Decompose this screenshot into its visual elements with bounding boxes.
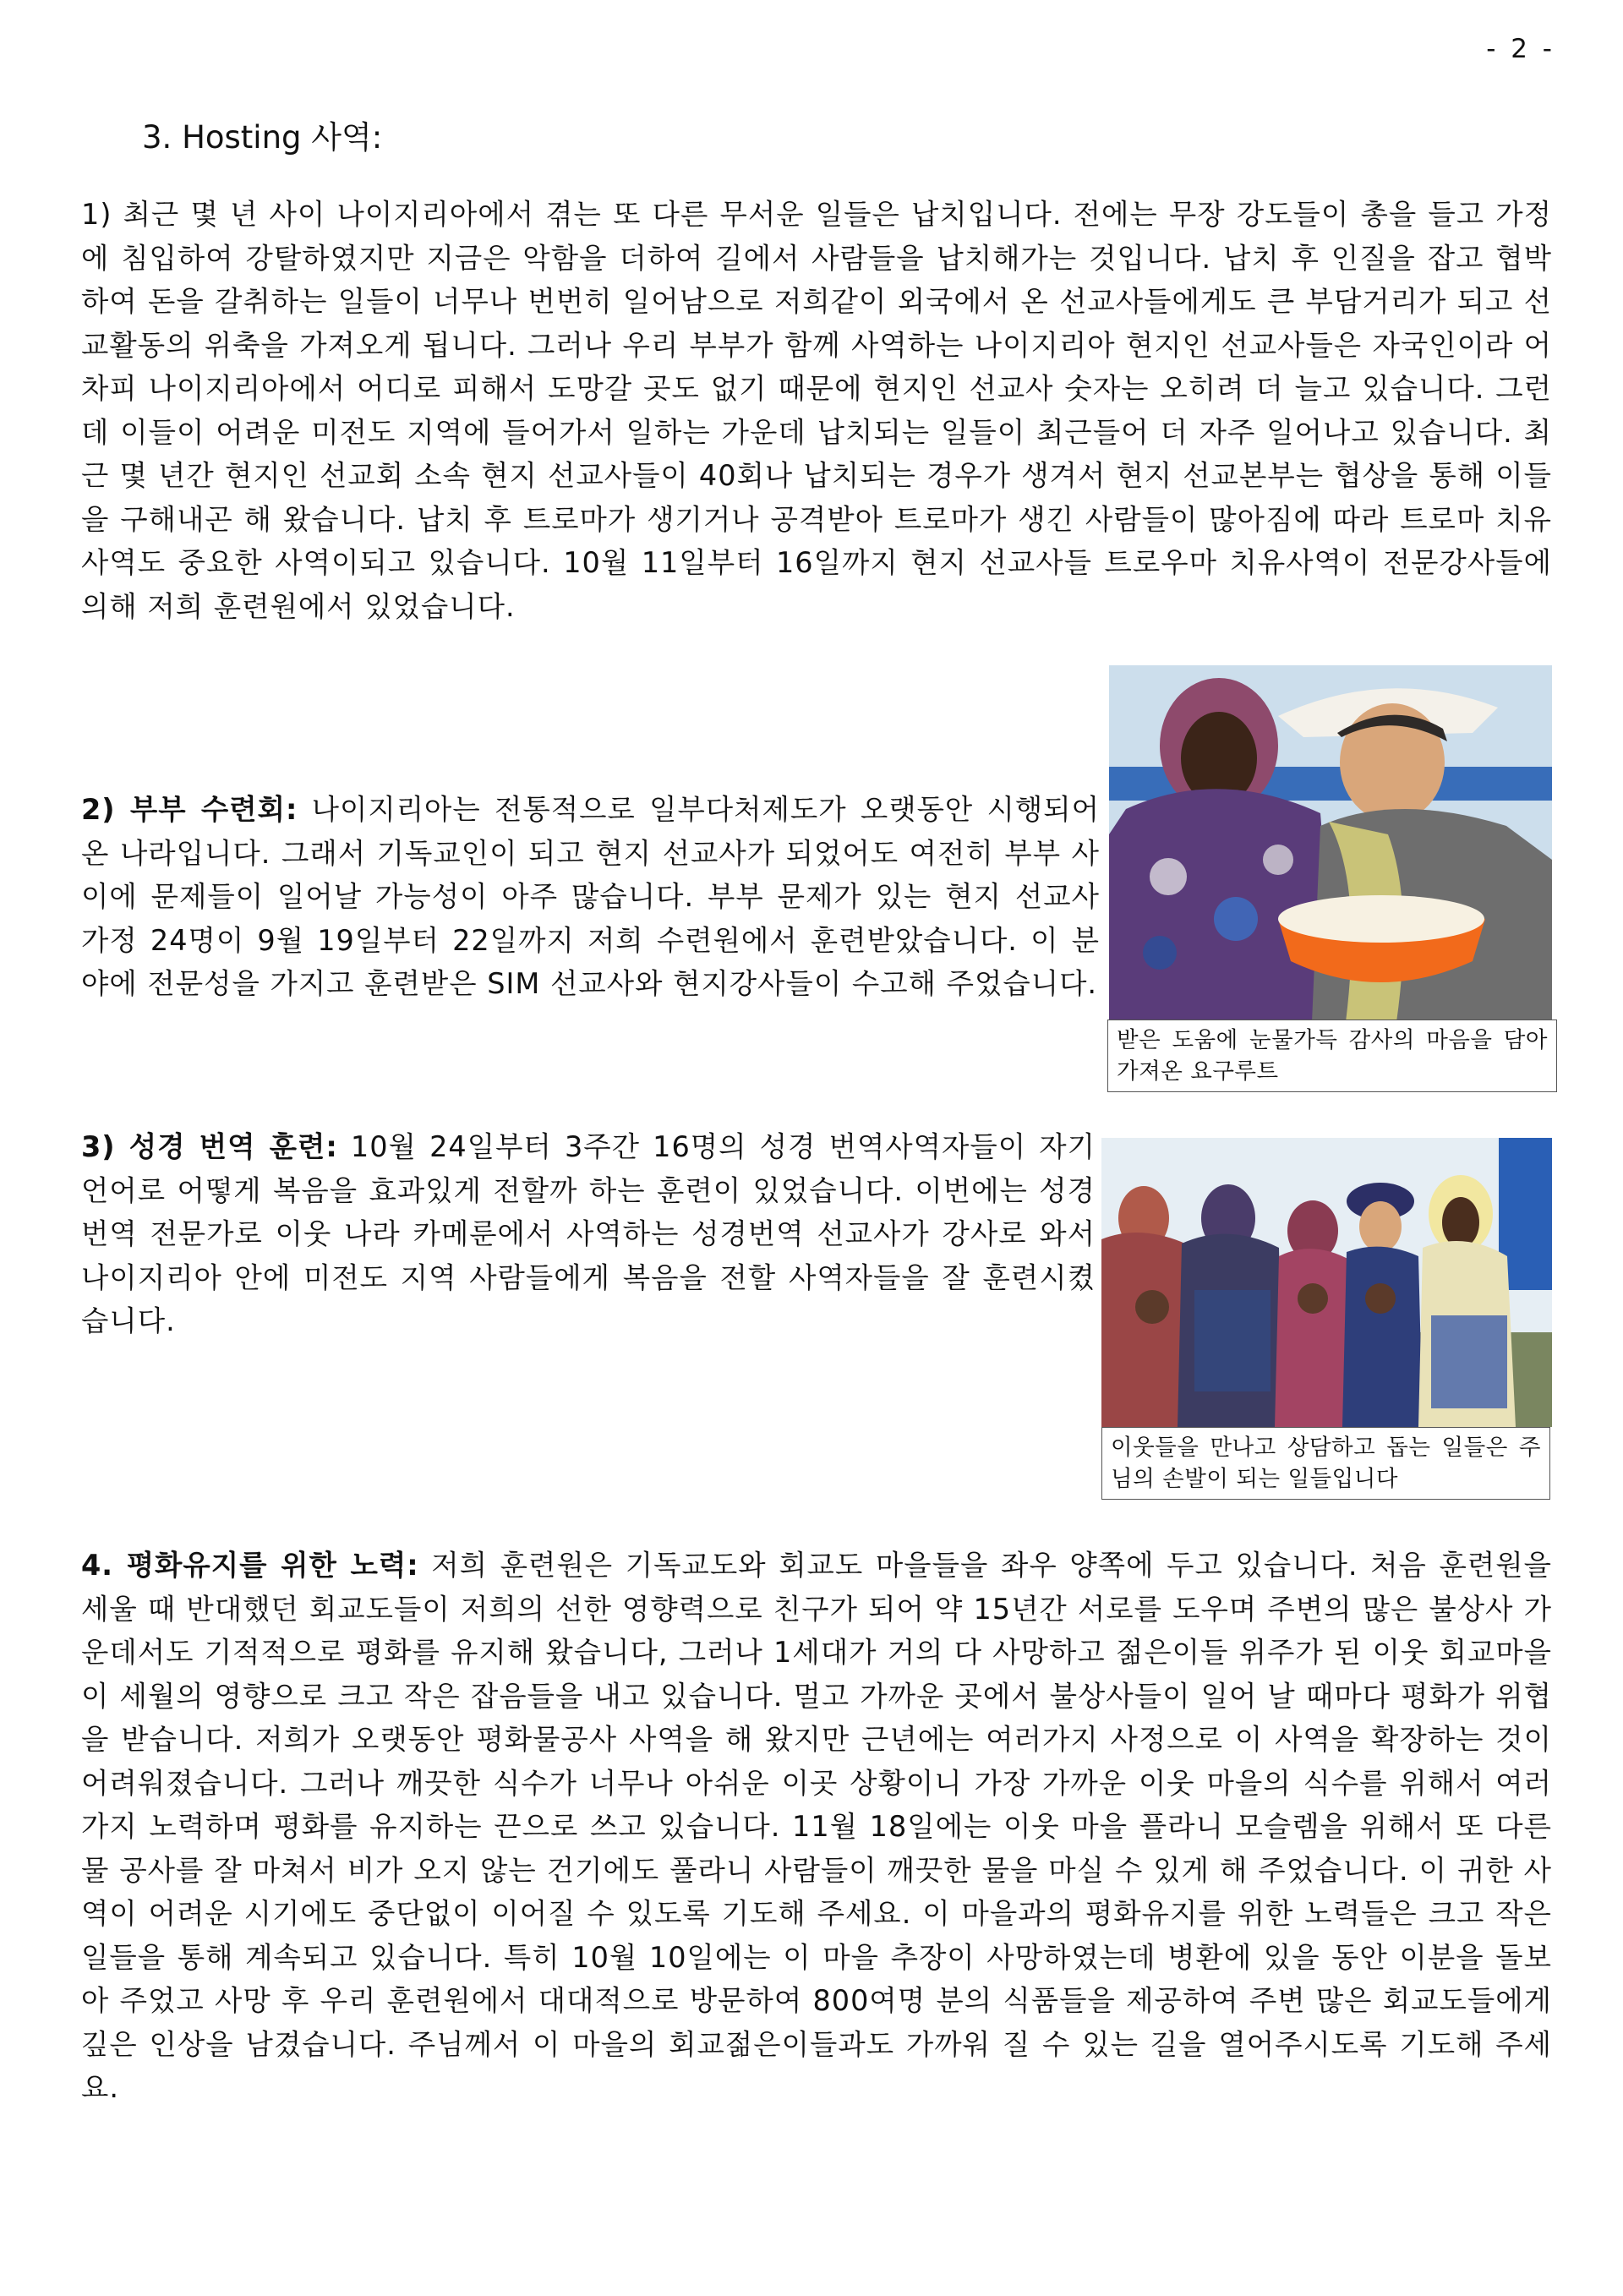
paragraph-peacekeeping [81,1544,1552,2110]
paragraph-kidnapping-text: 1) 최근 몇 년 사이 나이지리아에서 겪는 또 다른 무서운 일들은 납치입니다. 전에는 무장 강도들이 총을 들고 가정에 침입하여 강탈하였지만 지금은 악함을 더하여 길에서 사람들을 납치해가는 것입니다. 납치 후 인질을 잡고 협박하여 돈을 갈취하는 일들이 너무나 번번히 일어남으로 저희같이 외국에서 온 선교사들에게도 큰 부담거리가 되고 선교활동의 위축을 가져오게 됩니다. 그러나 우리 부부가 함께 사역하는 나이지리아 현지인 선교사들은 자국인이라 어차피 나이지리아에서 어디로 피해서 도망갈 곳도 없기 때문에 현지인 선교사 숫자는 오히려 더 늘고 있습니다. 그런데 이들이 어려운 미전도 지역에 들어가서 일하는 가운데 납치되는 일들이 최근들어 더 자주 일어나고 있습니다. 최근 몇 년간 현지인 선교회 소속 현지 선교사들이 40회나 납치되는 경우가 생겨서 현지 선교본부는 협상을 통해 이들을 구해내곤 해 왔습니다. 납치 후 트로마가 생기거나 공격받아 트로마가 생긴 사람들이 많아짐에 따라 트로마 치유사역도 중요한 사역이되고 있습니다. 10월 11일부터 16일까지 현지 선교사들 트로우마 치유사역이 전문강사들에 의해 저희 훈련원에서 있었습니다. [81,198,1553,623]
paragraph-couples-retreat-text: 나이지리아는 전통적으로 일부다처제도가 오랫동안 시행되어 온 나라입니다. 그래서 기독교인이 되고 현지 선교사가 되었어도 여전히 부부 사이에 문제들이 일어날 가능성이 아주 많습니다. 부부 문제가 있는 현지 선교사 가정 24명이 9월 19일부터 22일까지 저희 수련원에서 훈련받았습니다. 이 분야에 전문성을 가지고 훈련받은 SIM 선교사와 현지강사들이 수고해 주었습니다. [81,793,1100,1000]
paragraph-kidnapping [81,193,1552,628]
paragraph-couples-retreat-label: 2) 부부 수련회: [81,793,298,826]
paragraph-bible-translation-text: 10월 24일부터 3주간 16명의 성경 번역사역자들이 자기 언어로 어떻게 복음을 효과있게 전할까 하는 훈련이 있었습니다. 이번에는 성경 번역 전문가로 이웃 나라 카메룬에서 사역하는 성경번역 선교사가 강사로 와서 나이지리아 안에 미전도 지역 사람들에게 복음을 전할 사역자들을 잘 훈련시켰습니다. [81,1130,1096,1337]
section-heading: 3. Hosting 사역: [142,119,383,156]
paragraph-bible-translation [81,1125,1096,1343]
paragraph-couples-retreat [81,788,1100,1006]
photo-yogurt-gift [1109,665,1552,1022]
photo-neighbors-visit [1101,1138,1552,1427]
page-number: - 2 - [1486,34,1555,64]
paragraph-peacekeeping-label: 4. 평화유지를 위한 노력: [81,1549,419,1582]
paragraph-bible-translation-label: 3) 성경 번역 훈련: [81,1130,338,1163]
caption-photo2: 이웃들을 만나고 상담하고 돕는 일들은 주님의 손발이 되는 일들입니다 [1101,1427,1550,1500]
caption-photo1: 받은 도움에 눈물가득 감사의 마음을 담아 가져온 요구루트 [1107,1020,1557,1092]
paragraph-peacekeeping-text: 저희 훈련원은 기독교도와 회교도 마을들을 좌우 양쪽에 두고 있습니다. 처음 훈련원을 세울 때 반대했던 회교도들이 저희의 선한 영향력으로 친구가 되어 약 15년간 서로를 도우며 주변의 많은 불상사 가운데서도 기적적으로 평화를 유지해 왔습니다, 그러나 1세대가 거의 다 사망하고 젊은이들 위주가 된 이웃 회교마을이 세월의 영향으로 크고 작은 잡음들을 내고 있습니다. 멀고 가까운 곳에서 불상사들이 일어 날 때마다 평화가 위협을 받습니다. 저희가 오랫동안 평화물공사 사역을 해 왔지만 근년에는 여러가지 사정으로 이 사역을 확장하는 것이 어려워졌습니다. 그러나 깨끗한 식수가 너무나 아쉬운 이곳 상황이니 가장 가까운 이웃 마을의 식수를 위해서 여러가지 노력하며 평화를 유지하는 끈으로 쓰고 있습니다. 11월 18일에는 이웃 마을 플라니 모슬렘을 위해서 또 다른 물 공사를 잘 마쳐서 비가 오지 않는 건기에도 풀라니 사람들이 깨끗한 물을 마실 수 있게 해 주었습니다. 이 귀한 사역이 어려운 시기에도 중단없이 이어질 수 있도록 기도해 주세요. 이 마을과의 평화유지를 위한 노력들은 크고 작은 일들을 통해 계속되고 있습니다. 특히 10월 10일에는 이 마을 추장이 사망하였는데 병환에 있을 동안 이분을 돌보아 주었고 사망 후 우리 훈련원에서 대대적으로 방문하여 800여명 분의 식품들을 제공하여 주변 많은 회교도들에게 깊은 인상을 남겼습니다. 주님께서 이 마을의 회교젊은이들과도 가까워 질 수 있는 길을 열어주시도록 기도해 주세요. [81,1549,1553,2104]
